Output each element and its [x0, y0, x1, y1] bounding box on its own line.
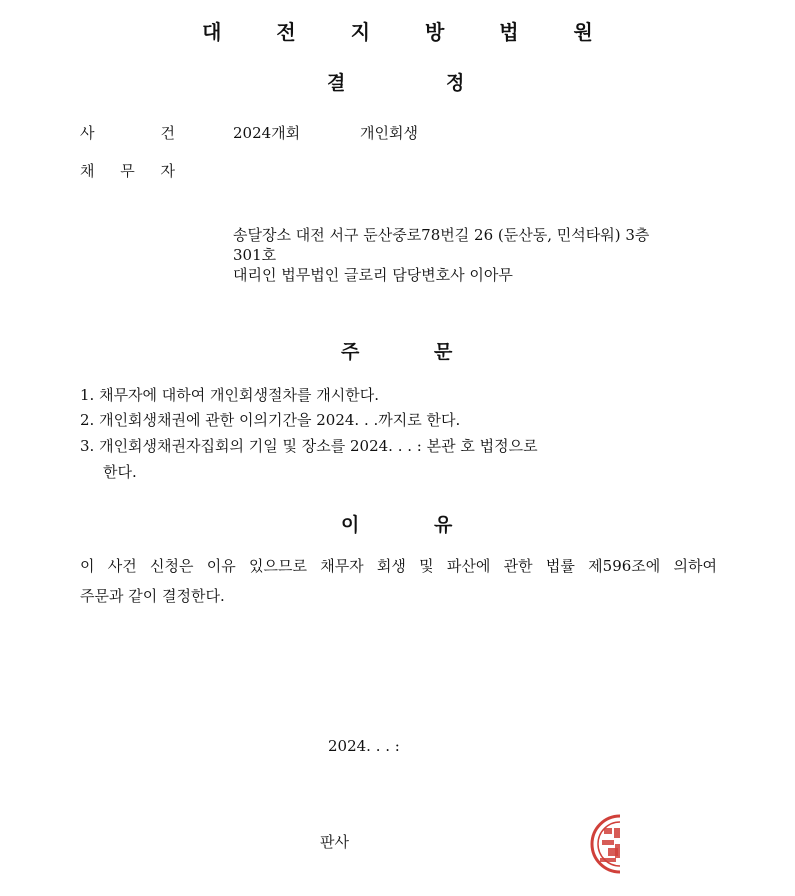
- order-heading-right: 문: [434, 341, 453, 363]
- judge-seal: [586, 808, 620, 880]
- debtor-label: 채 무 자: [80, 162, 175, 180]
- doc-title-right: 정: [446, 72, 465, 94]
- decision-date: 2024. . . :: [328, 737, 400, 755]
- reason-heading-left: 이: [341, 514, 360, 536]
- reason-line-2: 주문과 같이 결정한다.: [80, 587, 225, 605]
- debtor-address-line1: 송달장소 대전 서구 둔산중로78번길 26 (둔산동, 민석타워) 3층: [233, 226, 650, 244]
- order-item-2: 2. 개인회생채권에 관한 이의기간을 2024. . .까지로 한다.: [80, 411, 461, 429]
- order-heading-left: 주: [341, 341, 360, 363]
- judge-label: 판사: [320, 833, 349, 851]
- order-item-3: 3. 개인회생채권자집회의 기일 및 장소를 2024. . . : 본관 호 법정으로: [80, 437, 538, 455]
- case-type: 개인회생: [360, 124, 418, 142]
- court-name: 대 전 지 방 법 원: [202, 20, 617, 44]
- reason-line-1: 이 사건 신청은 이유 있으므로 채무자 회생 및 파산에 관한 법률 제596조에 의하여: [80, 557, 717, 575]
- debtor-address-line2: 301호: [233, 246, 277, 264]
- case-label: 사 건: [80, 124, 175, 142]
- seal-icon: [586, 808, 620, 880]
- debtor-agent: 대리인 법무법인 글로리 담당변호사 이아무: [233, 266, 513, 284]
- reason-heading-right: 유: [434, 514, 453, 536]
- order-item-1: 1. 채무자에 대하여 개인회생절차를 개시한다.: [80, 386, 379, 404]
- doc-title-left: 결: [327, 72, 346, 94]
- order-item-3-cont: 한다.: [103, 463, 137, 481]
- case-number: 2024개회: [233, 124, 301, 142]
